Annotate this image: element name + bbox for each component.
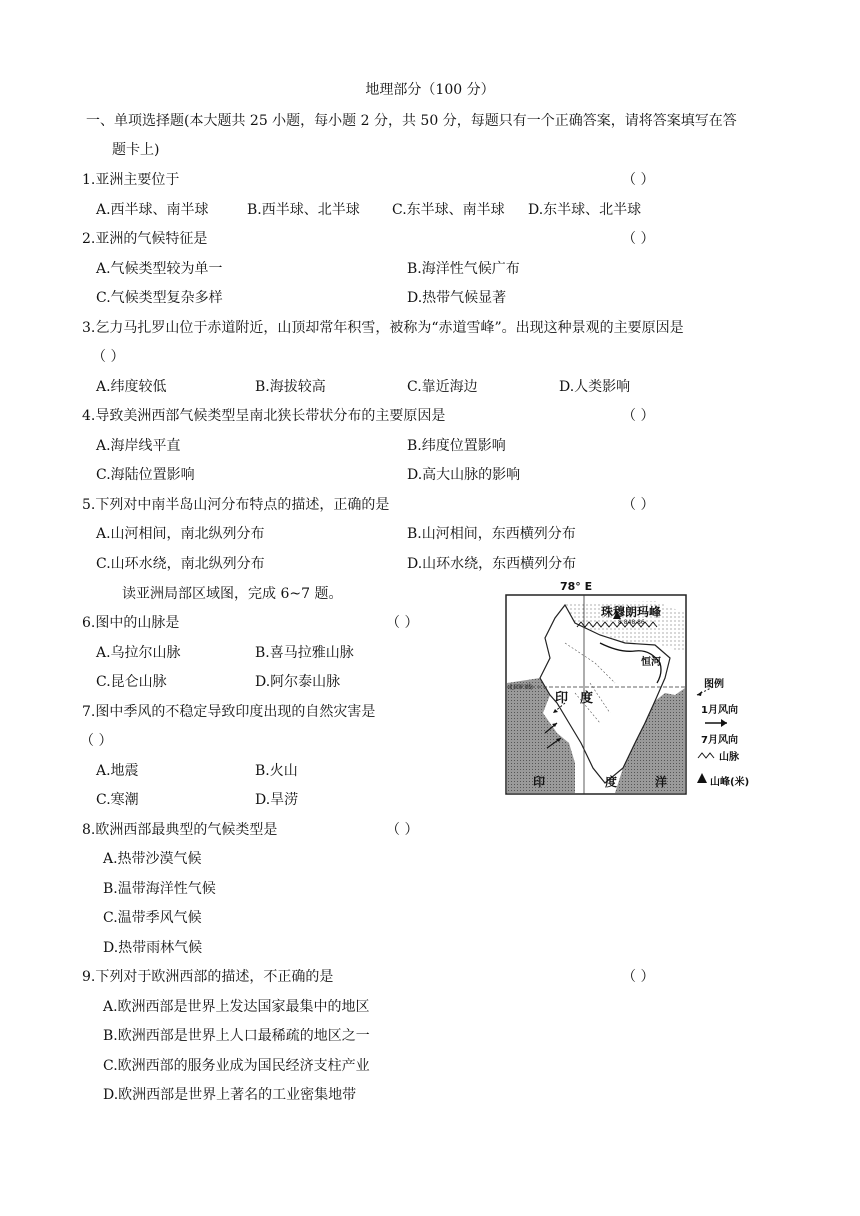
question-5-stem: 5.下列对中南半岛山河分布特点的描述，正确的是: [82, 497, 390, 513]
q5-option-d: D.山环水绕，东西横列分布: [407, 556, 577, 572]
answer-paren-5: （ ）: [622, 497, 655, 513]
q1-option-b: B.西半球、北半球: [247, 202, 360, 218]
question-3-stem: 3.乞力马扎罗山位于赤道附近，山顶却常年积雪，被称为“赤道雪峰”。出现这种景观的主要原因是: [82, 320, 684, 336]
q3-option-d: D.人类影响: [559, 379, 631, 395]
q8-option-c: C.温带季风气候: [103, 910, 202, 926]
q9-option-b: B.欧洲西部是世界上人口最稀疏的地区之一: [103, 1028, 370, 1044]
answer-paren-2: （ ）: [622, 231, 655, 247]
q7-option-a: A.地震: [96, 763, 139, 779]
question-8-stem: 8.欧洲西部最典型的气候类型是: [82, 822, 278, 838]
map-longitude-label: 78° E: [560, 580, 593, 593]
q9-option-d: D.欧洲西部是世界上著名的工业密集地带: [103, 1087, 357, 1103]
q4-option-a: A.海岸线平直: [96, 438, 181, 454]
q2-option-b: B.海洋性气候广布: [407, 261, 520, 277]
q1-option-c: C.东半球、南半球: [392, 202, 505, 218]
asia-region-map: [505, 580, 763, 795]
q3-option-a: A.纬度较低: [96, 379, 167, 395]
question-2-stem: 2.亚洲的气候特征是: [82, 231, 208, 247]
question-7-stem: 7.图中季风的不稳定导致印度出现的自然灾害是: [82, 704, 376, 720]
legend-mountain-label: 山脉: [719, 752, 739, 763]
map-tropic-label: 北回归线: [508, 684, 533, 691]
map-river-label: 恒河: [641, 657, 661, 668]
q7-option-c: C.寒潮: [96, 792, 139, 808]
question-1-stem: 1.亚洲主要位于: [82, 172, 180, 188]
q3-option-c: C.靠近海边: [407, 379, 478, 395]
q1-option-d: D.东半球、北半球: [528, 202, 642, 218]
answer-paren-4: （ ）: [622, 408, 655, 424]
legend-mountain-symbol: [698, 753, 714, 758]
map-ocean-label-1: 印: [533, 775, 546, 789]
answer-paren-3: （ ）: [92, 349, 125, 365]
map-peak-name: 珠穆朗玛峰: [601, 605, 662, 619]
legend-jan-label: 1月风向: [701, 705, 738, 716]
answer-paren-7: （ ）: [80, 733, 113, 749]
q8-option-b: B.温带海洋性气候: [103, 881, 216, 897]
question-9-stem: 9.下列对于欧洲西部的描述，不正确的是: [82, 969, 334, 985]
q6-option-b: B.喜马拉雅山脉: [255, 645, 354, 661]
answer-paren-1: （ ）: [622, 172, 655, 188]
q5-option-c: C.山环水绕，南北纵列分布: [96, 556, 265, 572]
page-title: 地理部分（100 分）: [365, 82, 495, 98]
q5-option-a: A.山河相间，南北纵列分布: [96, 526, 265, 542]
section-heading: 一、单项选择题(本大题共 25 小题，每小题 2 分，共 50 分，每题只有一个正确答案，请将答案填写在答: [86, 113, 737, 129]
q8-option-a: A.热带沙漠气候: [103, 851, 202, 867]
q2-option-d: D.热带气候显著: [407, 290, 507, 306]
q6-option-c: C.昆仑山脉: [96, 674, 167, 690]
map-peak-height: 8 848.86: [618, 619, 645, 626]
question-4-stem: 4.导致美洲西部气候类型呈南北狭长带状分布的主要原因是: [82, 408, 446, 424]
answer-paren-8: （ ）: [386, 822, 419, 838]
q4-option-d: D.高大山脉的影响: [407, 467, 521, 483]
q6-option-d: D.阿尔泰山脉: [255, 674, 341, 690]
q7-option-d: D.旱涝: [255, 792, 299, 808]
q9-option-c: C.欧洲西部的服务业成为国民经济支柱产业: [103, 1058, 370, 1074]
q4-option-b: B.纬度位置影响: [407, 438, 506, 454]
question-6-stem: 6.图中的山脉是: [82, 615, 180, 631]
q2-option-c: C.气候类型复杂多样: [96, 290, 223, 306]
section-heading-cont: 题卡上): [112, 142, 160, 158]
map-ocean-label-3: 洋: [655, 775, 668, 789]
q5-option-b: B.山河相间，东西横列分布: [407, 526, 576, 542]
legend-peak-symbol: [697, 773, 707, 783]
q4-option-c: C.海陆位置影响: [96, 467, 195, 483]
legend-jul-label: 7月风向: [701, 735, 738, 746]
q8-option-d: D.热带雨林气候: [103, 940, 203, 956]
q2-option-a: A.气候类型较为单一: [96, 261, 223, 277]
q3-option-b: B.海拔较高: [255, 379, 326, 395]
q7-option-b: B.火山: [255, 763, 298, 779]
map-country-label: 印度: [555, 691, 606, 706]
map-ocean-label-2: 度: [605, 775, 618, 789]
reading-prompt: 读亚洲局部区域图，完成 6~7 题。: [122, 586, 343, 602]
q1-option-a: A.西半球、南半球: [96, 202, 209, 218]
answer-paren-9: （ ）: [622, 969, 655, 985]
q6-option-a: A.乌拉尔山脉: [96, 645, 181, 661]
legend-title: 图例: [704, 679, 724, 690]
legend-peak-label: 山峰(米): [710, 777, 750, 788]
q9-option-a: A.欧洲西部是世界上发达国家最集中的地区: [103, 999, 370, 1015]
answer-paren-6: （ ）: [386, 615, 419, 631]
